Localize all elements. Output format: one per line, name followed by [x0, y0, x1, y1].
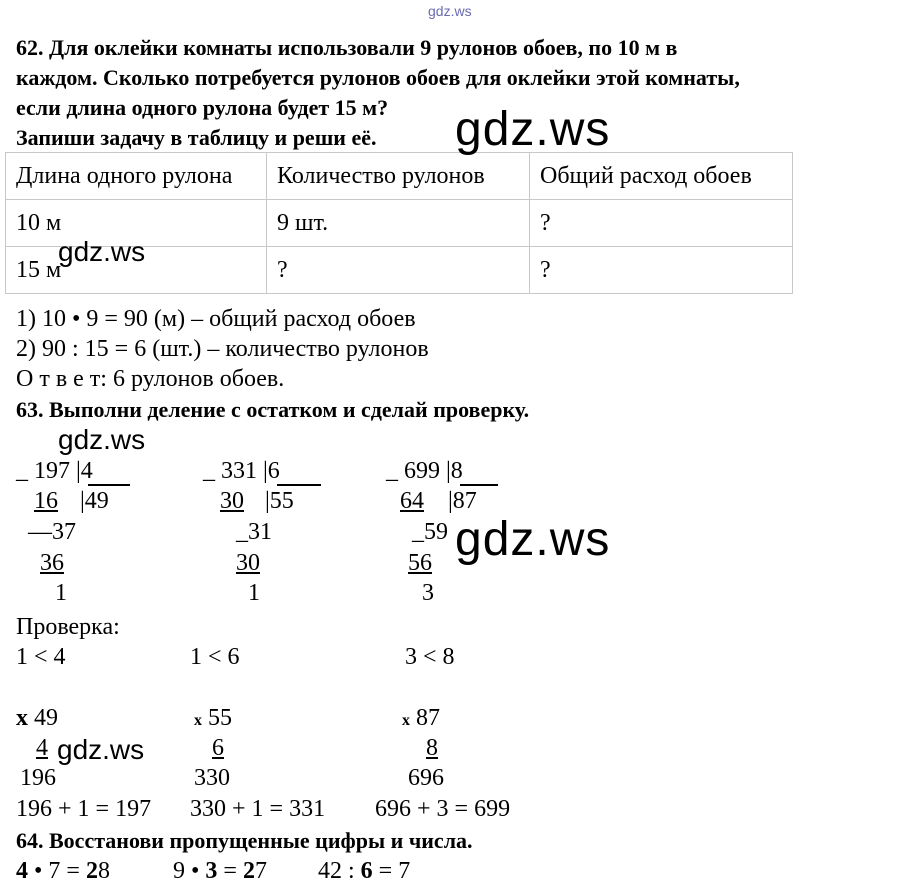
solution-step-2: 2) 90 : 15 = 6 (шт.) – количество рулонов: [16, 336, 429, 362]
solution-step-1: 1) 10 • 9 = 90 (м) – общий расход обоев: [16, 306, 416, 332]
mult-1-factor-value: 4: [36, 735, 48, 761]
watermark-table: gdz.ws: [58, 236, 146, 267]
mult-3-factor: [402, 733, 438, 763]
eq3-text: 42 :: [318, 858, 361, 884]
solution-answer: О т в е т: 6 рулонов обоев.: [16, 366, 285, 392]
mult-1-sign: x: [16, 705, 28, 731]
sum-2: 330 + 1 = 331: [190, 796, 326, 822]
eq1-digit: 8: [97, 858, 110, 884]
mult-3-factor-value: 8: [426, 735, 438, 761]
watermark-bottom: gdz.ws: [57, 734, 145, 765]
eq1-missing: 4: [16, 858, 28, 884]
table-cell: ?: [267, 247, 530, 294]
division-2-sub: 30: [220, 488, 244, 514]
eq3-text2: = 7: [372, 858, 411, 884]
eq1-text: • 7 =: [28, 858, 86, 884]
task62-line2: каждом. Сколько потребуется рулонов обоев для оклейки этой комнаты,: [16, 65, 740, 90]
task62-table: [5, 152, 793, 294]
check-2: 1 < 6: [190, 644, 240, 670]
division-2-quotient: |55: [265, 488, 294, 514]
division-2-sub2: 30: [236, 550, 260, 576]
mult-2-factor-value: 6: [212, 735, 224, 761]
mult-2-factor: [194, 733, 224, 763]
eq2-missing: 3: [205, 858, 218, 884]
division-1-quotient: |49: [80, 488, 109, 514]
mult-1-number: 49: [34, 705, 58, 731]
division-1-remainder: 1: [55, 580, 67, 606]
watermark-middle: gdz.ws: [455, 513, 611, 566]
eq2-text: 9 •: [173, 858, 206, 884]
division-3-line: _ 699 |8: [386, 458, 463, 484]
table-cell: 15 м: [6, 247, 267, 294]
division-1-sub: 16: [34, 488, 58, 514]
eq1-missing-digit: 2: [85, 858, 98, 884]
task64-equation-1: [16, 856, 110, 886]
division-1-sub2: 36: [40, 550, 64, 576]
table-cell: 10 м: [6, 200, 267, 247]
table-header-cell: Количество рулонов: [267, 153, 530, 200]
division-3-remainder: 3: [422, 580, 434, 606]
task64-equation-3: [318, 856, 410, 886]
division-1-line: _ 197 |4: [16, 458, 93, 484]
table-header-row: [6, 153, 793, 200]
eq3-missing: 6: [360, 858, 373, 884]
task64-title: 64. Восстанови пропущенные цифры и числа.: [16, 828, 473, 853]
division-3-rem: _59: [412, 519, 448, 545]
eq2-digit: 7: [254, 858, 267, 884]
watermark-top: gdz.ws: [455, 103, 611, 156]
task62-line4: Запиши задачу в таблицу и реши её.: [16, 125, 377, 150]
check-1: 1 < 4: [16, 644, 66, 670]
check-label: Проверка:: [16, 614, 120, 640]
division-3-quotient: |87: [448, 488, 477, 514]
watermark-task63: gdz.ws: [58, 424, 146, 455]
task63-title: 63. Выполни деление с остатком и сделай проверку.: [16, 397, 530, 422]
division-3-sub: 64: [400, 488, 424, 514]
division-1-rem: —37: [28, 519, 76, 545]
mult-1-factor: [22, 733, 48, 763]
division-2-line: _ 331 |6: [203, 458, 280, 484]
mult-3-top: [402, 703, 440, 736]
mult-3-number: 87: [416, 705, 440, 731]
table-header-cell: Общий расход обоев: [530, 153, 793, 200]
division-2-rem: _31: [236, 519, 272, 545]
table-header-cell: Длина одного рулона: [6, 153, 267, 200]
eq2-missing-digit: 2: [242, 858, 255, 884]
sum-1: 196 + 1 = 197: [16, 796, 152, 822]
division-3-sub2: 56: [408, 550, 432, 576]
mult-2-sign: x: [194, 712, 202, 729]
sum-3: 696 + 3 = 699: [375, 796, 511, 822]
mult-2-top: [194, 703, 232, 736]
task64-equation-2: [173, 856, 267, 886]
eq2-text2: =: [217, 858, 243, 884]
table-cell: ?: [530, 200, 793, 247]
division-2-remainder: 1: [248, 580, 260, 606]
mult-3-result: 696: [408, 765, 444, 791]
mult-2-number: 55: [208, 705, 232, 731]
task62-line1: 62. Для оклейки комнаты использовали 9 рулонов обоев, по 10 м в: [16, 35, 678, 60]
site-logo[interactable]: gdz.ws: [428, 3, 472, 19]
task62-line3: если длина одного рулона будет 15 м?: [16, 95, 389, 120]
mult-2-result: 330: [194, 765, 230, 791]
table-cell: ?: [530, 247, 793, 294]
mult-1-result: 196: [20, 765, 56, 791]
mult-1-top: [16, 703, 58, 733]
mult-3-sign: x: [402, 712, 410, 729]
check-3: 3 < 8: [405, 644, 455, 670]
table-cell: 9 шт.: [267, 200, 530, 247]
